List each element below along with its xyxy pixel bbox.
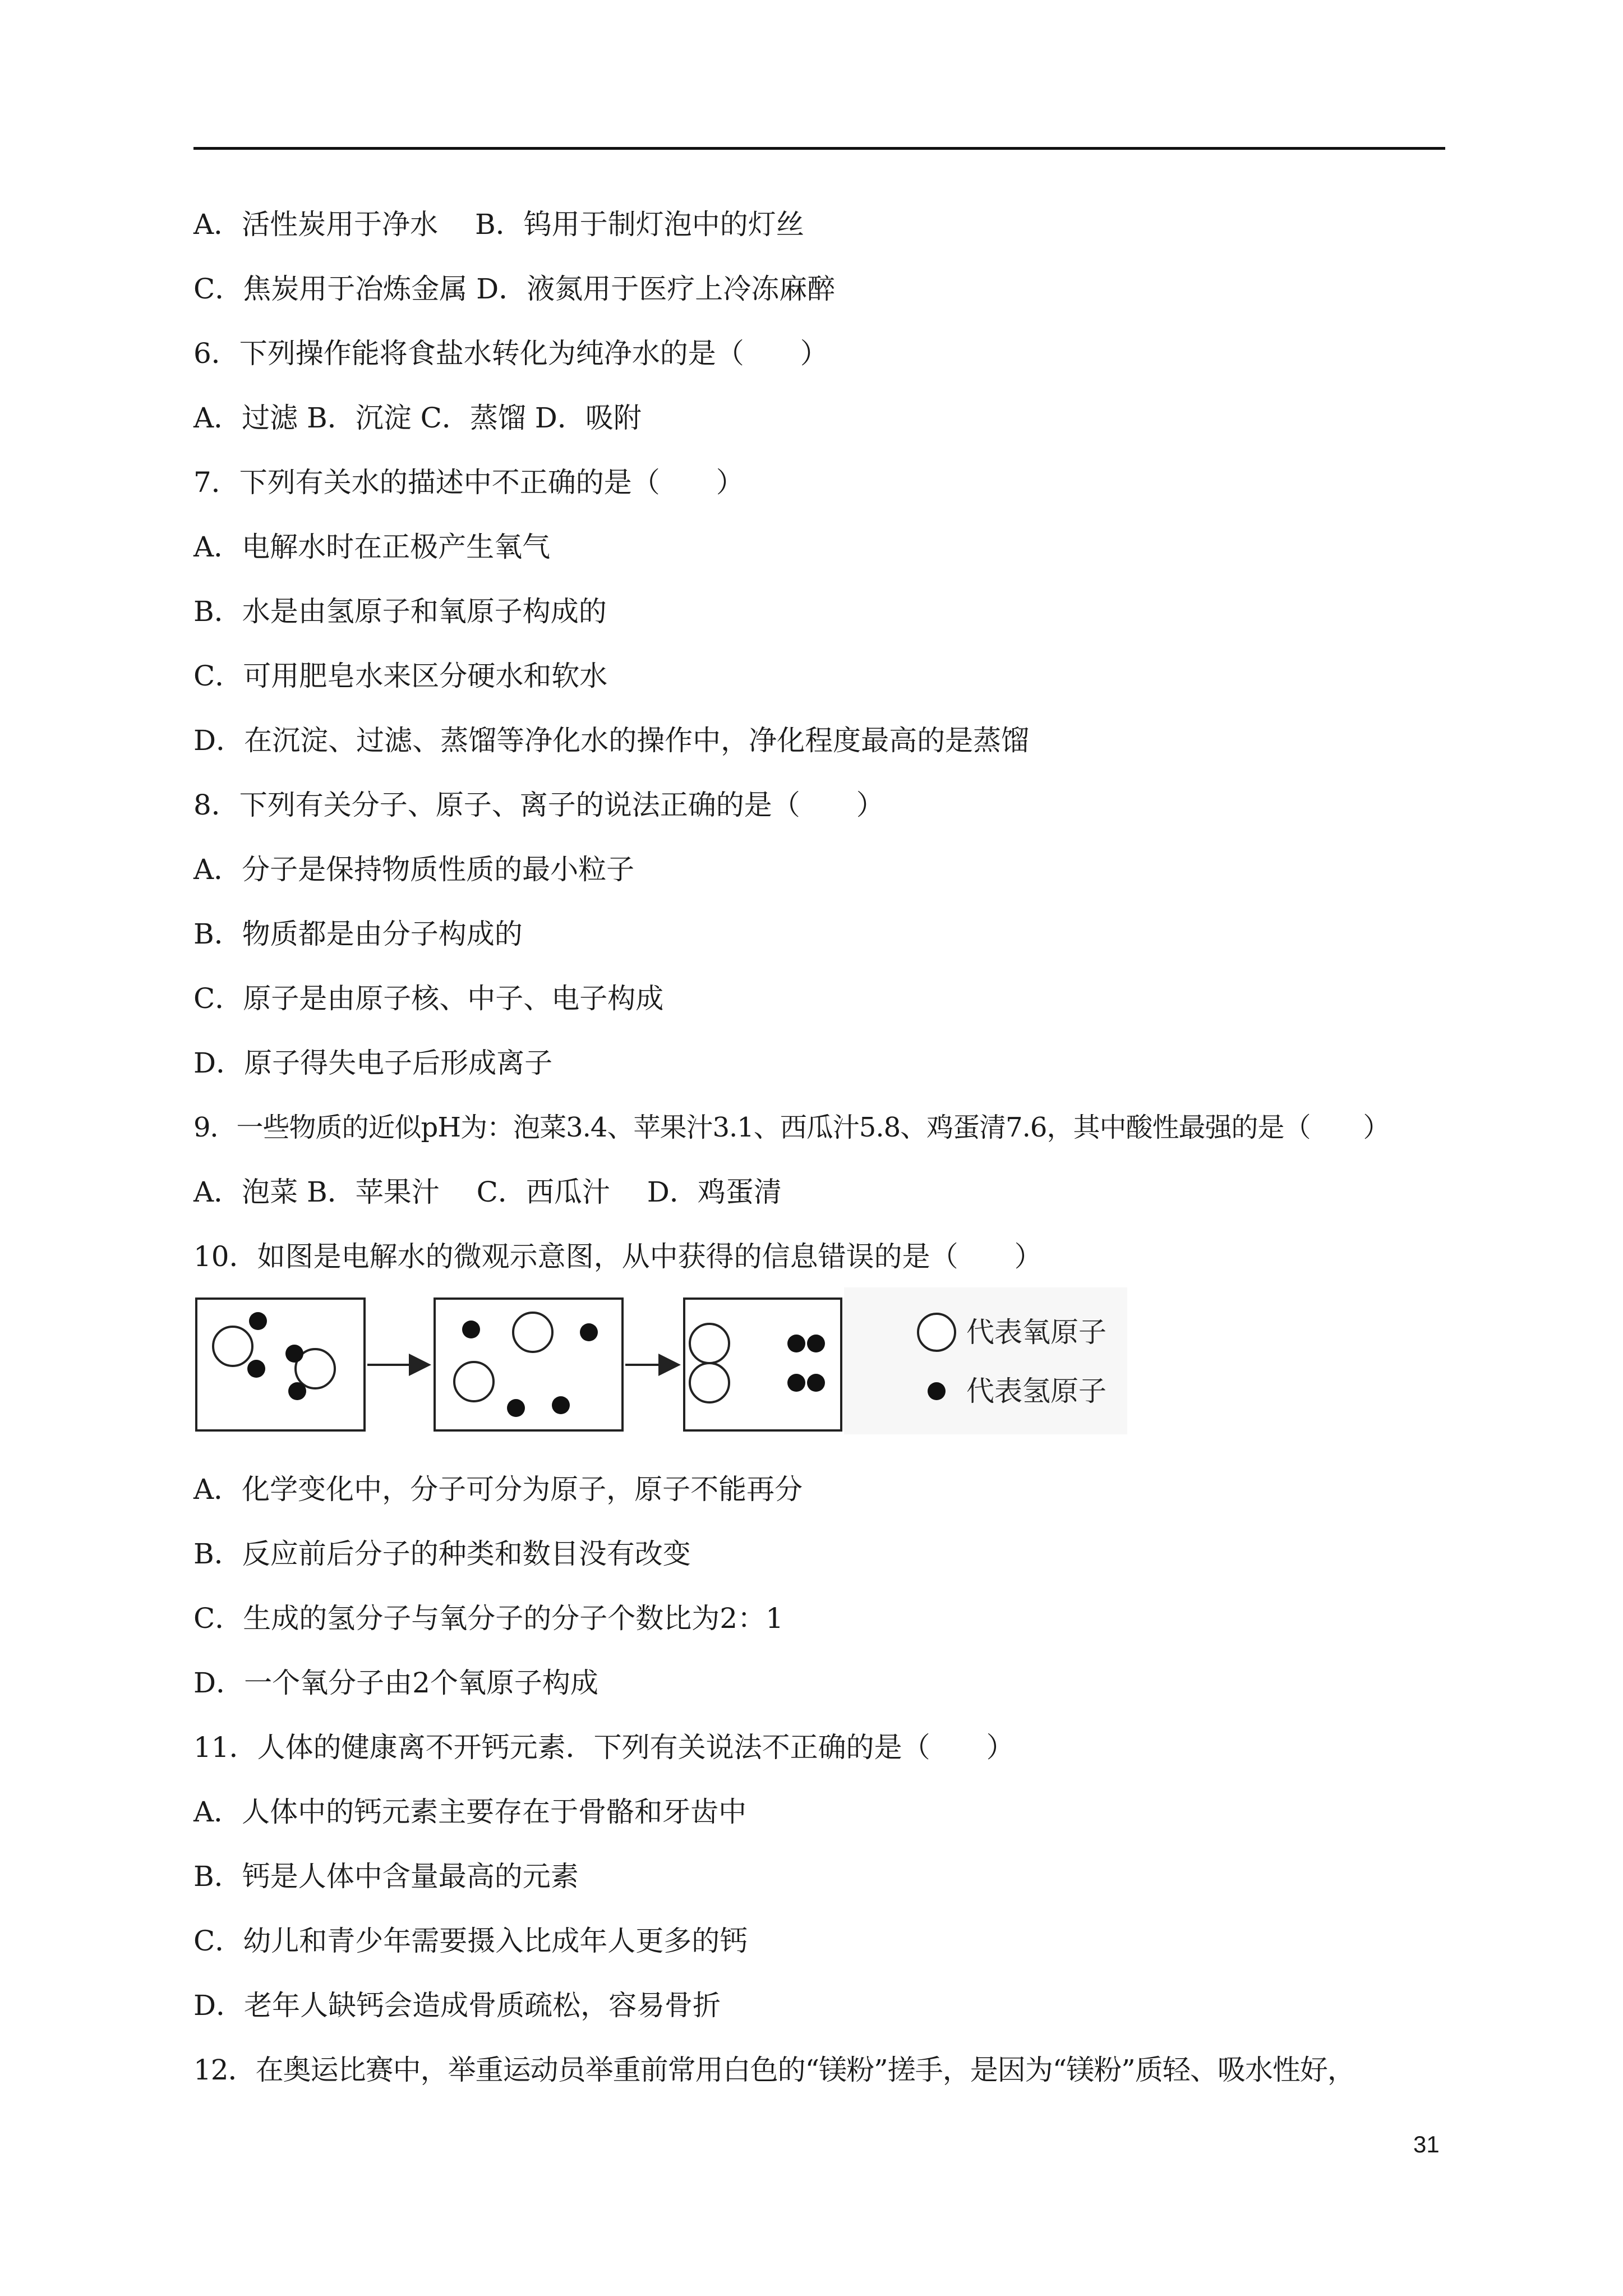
- text-line: C．可用肥皂水来区分硬水和软水: [193, 660, 608, 692]
- legend-oxygen-label: 代表氧原子: [966, 1316, 1106, 1349]
- text-line: A．活性炭用于净水 B．钨用于制灯泡中的灯丝: [193, 208, 804, 241]
- text-line: C．幼儿和青少年需要摄入比成年人更多的钙: [193, 1925, 748, 1957]
- text-line: A．电解水时在正极产生氧气: [193, 531, 551, 563]
- text-line: B．钙是人体中含量最高的元素: [193, 1860, 579, 1893]
- text-line: 12．在奥运比赛中，举重运动员举重前常用白色的“镁粉”搓手，是因为“镁粉”质轻、吸水性好，: [193, 2054, 1355, 2086]
- legend: [844, 1287, 1127, 1434]
- after-box: [684, 1299, 841, 1430]
- text-line: B．物质都是由分子构成的: [193, 918, 523, 950]
- text-line: D．一个氧分子由2个氧原子构成: [193, 1667, 598, 1699]
- text-line: C．焦炭用于冶炼金属 D．液氮用于医疗上冷冻麻醉: [193, 273, 836, 305]
- text-line: A．化学变化中，分子可分为原子，原子不能再分: [193, 1473, 803, 1506]
- text-line: C．原子是由原子核、中子、电子构成: [193, 982, 664, 1015]
- text-line: 6．下列操作能将食盐水转化为纯净水的是（ ）: [193, 337, 828, 370]
- text-line: B．反应前后分子的种类和数目没有改变: [193, 1538, 691, 1570]
- hydrogen-atom-icon: [928, 1382, 946, 1400]
- text-line: 10．如图是电解水的微观示意图，从中获得的信息错误的是（ ）: [193, 1240, 1043, 1273]
- oxygen-atom-icon: [918, 1314, 955, 1351]
- middle-box: [435, 1299, 623, 1430]
- electrolysis-diagram: [193, 1287, 1127, 1436]
- page-number: 31: [1413, 2131, 1440, 2157]
- text-line: D．老年人缺钙会造成骨质疏松，容易骨折: [193, 1989, 721, 2022]
- text-line: A．泡菜 B．苹果汁 C．西瓜汁 D．鸡蛋清: [193, 1176, 782, 1208]
- text-line: C．生成的氢分子与氧分子的分子个数比为2：1: [193, 1602, 783, 1635]
- text-line: D．在沉淀、过滤、蒸馏等净化水的操作中，净化程度最高的是蒸馏: [193, 724, 1030, 757]
- text-line: 11．人体的健康离不开钙元素．下列有关说法不正确的是（ ）: [193, 1731, 1015, 1764]
- before-box: [196, 1299, 365, 1430]
- text-line: B．水是由氢原子和氧原子构成的: [193, 595, 607, 628]
- header-rule: [193, 147, 1445, 150]
- text-line: A．过滤 B．沉淀 C．蒸馏 D．吸附: [193, 402, 642, 434]
- text-line: A．人体中的钙元素主要存在于骨骼和牙齿中: [193, 1796, 747, 1828]
- text-line: D．原子得失电子后形成离子: [193, 1047, 553, 1079]
- legend-hydrogen-label: 代表氢原子: [966, 1375, 1106, 1407]
- text-line: 7．下列有关水的描述中不正确的是（ ）: [193, 466, 744, 499]
- text-line: A．分子是保持物质性质的最小粒子: [193, 853, 635, 886]
- text-line: 8．下列有关分子、原子、离子的说法正确的是（ ）: [193, 789, 884, 821]
- text-line: 9．一些物质的近似pH为：泡菜3.4、苹果汁3.1、西瓜汁5.8、鸡蛋清7.6，其中酸性最强的是（ ）: [193, 1112, 1390, 1143]
